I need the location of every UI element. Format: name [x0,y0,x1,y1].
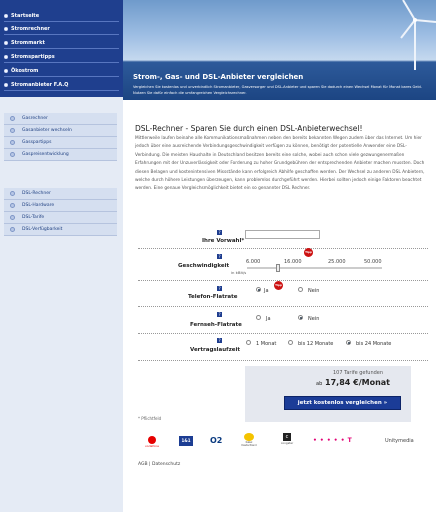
laufzeit-24-monate-label: bis 24 Monate [356,341,392,347]
sidebar-item-label: DSL-Verfügbarkeit [22,227,63,232]
nav-item-oekostrom[interactable] [4,65,119,77]
main-content [128,108,433,512]
footer-links [138,462,180,467]
bullet-icon [10,128,15,133]
speed-label: Geschwindigkeit [178,263,230,269]
vodafone-logo: vodafone [145,436,159,448]
speed-row [138,250,428,280]
laufzeit-24-monate-radio[interactable] [346,340,351,345]
sidebar-item-dsl-rechner[interactable] [4,188,117,200]
bullet-icon [10,215,15,220]
fernseh-row [138,312,428,332]
bullet-icon [10,203,15,208]
fernseh-ja-label: Ja [266,316,271,322]
sidebar-group-dsl [4,188,117,236]
sidebar-item-dsl-verfuegbarkeit[interactable] [4,224,117,236]
nav-label: Ökostrom [11,67,39,74]
sidebar-item-label: DSL-Rechner [22,191,51,196]
fernseh-nein-label: Nein [308,316,320,322]
nav-item-stromrechner[interactable] [4,23,119,35]
bullet-icon [4,83,8,87]
wind-turbine-image [393,0,436,70]
sidebar-item-dsl-tarife[interactable] [4,212,117,224]
laufzeit-12-monate-radio[interactable] [288,340,293,345]
sidebar-item-gasrechner[interactable] [4,113,117,125]
price-display: ab 17,84 €/Monat [316,378,390,387]
telefon-row [138,283,428,306]
congstar-logo: c congstar [280,434,294,445]
hero-description: Vergleichen Sie kostenlos und unverbindlich Stromanbieter, Gasversorger und DSL-Anbieter und sparen Sie dadurch einen Wechsel Monat für Monat bares Geld. Nutzen Sie dafür einfach die umfangreichen Vergleichsrechner. [133,85,422,95]
sidebar-group-gas [4,113,117,161]
speed-tick: 6.000 [246,259,261,265]
bullet-icon [4,55,8,59]
divider [138,360,428,361]
telefon-nein-radio[interactable] [298,287,303,292]
sidebar-item-gasspartipps[interactable] [4,137,117,149]
bullet-icon [10,191,15,196]
speed-tick: 25.000 [328,259,346,265]
speed-slider-track[interactable] [247,267,382,269]
laufzeit-row [138,338,428,358]
bullet-icon [4,27,8,31]
1und1-logo: 1&1 [179,436,193,446]
nav-label: Strommarkt [11,39,45,46]
tipp-badge: Tipp [274,281,283,290]
laufzeit-1-monat-label: 1 Monat [256,341,277,347]
sidebar-item-label: Gasrechner [22,116,48,121]
help-icon[interactable]: ? [218,312,221,317]
agb-link[interactable]: AGB [138,462,148,467]
tariffs-found: 107 Tarife gefunden [332,370,384,376]
result-box [245,366,411,422]
kabel-deutschland-logo: Kabel Deutschland [239,433,259,447]
o2-logo: O2 [210,436,223,445]
divider [138,248,428,249]
speed-slider-thumb[interactable] [276,264,280,272]
nav-label: Stromrechner [11,25,50,32]
nav-item-faq[interactable] [4,79,119,91]
hero-title: Strom-, Gas- und DSL-Anbieter vergleichen [133,73,304,81]
help-icon[interactable]: ? [218,230,221,235]
help-icon[interactable]: ? [218,254,221,259]
telekom-logo: • • • • • T [313,437,353,444]
provider-logos [135,433,425,463]
vorwahl-input[interactable] [245,230,320,239]
nav-item-startseite[interactable] [4,10,119,22]
speed-tick: 16.000 [284,259,302,265]
nav-label: Startseite [11,12,40,19]
bullet-icon [10,116,15,121]
bullet-icon [10,152,15,157]
divider [138,306,428,307]
telefon-ja-label: Ja [264,288,269,294]
sidebar-item-gaspreisentwicklung[interactable] [4,149,117,161]
bullet-icon [4,69,8,73]
fernseh-nein-radio[interactable] [298,315,303,320]
bullet-icon [4,14,8,18]
bullet-icon [10,140,15,145]
top-navigation [0,0,123,97]
nav-item-strommarkt[interactable] [4,37,119,49]
divider [138,280,428,281]
nav-label: Stromanbieter F.A.Q [11,81,69,88]
laufzeit-1-monat-radio[interactable] [246,340,251,345]
bullet-icon [4,41,8,45]
required-note: * Pflichtfeld [138,416,162,421]
nav-item-stromspartipps[interactable] [4,51,119,63]
sidebar-item-label: Gasanbieter wechseln [22,128,72,133]
sidebar-item-label: DSL-Hardware [22,203,55,208]
tipp-badge: Tipp [304,248,313,257]
datenschutz-link[interactable]: Datenschutz [151,462,181,467]
help-icon[interactable]: ? [218,338,221,343]
laufzeit-12-monate-label: bis 12 Monate [298,341,334,347]
laufzeit-label: Vertragslaufzeit [190,347,241,353]
vorwahl-row [138,230,428,250]
bullet-icon [10,227,15,232]
nav-label: Stromspartipps [11,53,55,60]
telefon-label: Telefon-Flatrate [188,294,238,300]
sidebar [0,97,123,512]
sidebar-item-label: Gaspreisentwicklung [22,152,69,157]
help-icon[interactable]: ? [218,286,221,291]
sidebar-item-label: Gasspartipps [22,140,52,145]
fernseh-label: Fernseh-Flatrate [190,322,242,328]
compare-button[interactable]: jetzt kostenlos vergleichen » [284,396,401,410]
vorwahl-label: Ihre Vorwahl* [202,238,245,244]
fernseh-ja-radio[interactable] [256,315,261,320]
sidebar-item-dsl-hardware[interactable] [4,200,117,212]
speed-unit: in kBit/s [231,270,247,275]
hero-banner [123,0,436,100]
telefon-ja-radio[interactable] [256,287,261,292]
sidebar-item-gasanbieter-wechseln[interactable] [4,125,117,137]
sidebar-item-label: DSL-Tarife [22,215,45,220]
footer-separator: | [149,462,151,467]
speed-tick: 50.000 [364,259,382,265]
intro-text: Mittlerweile laufen beinahe alle Kommunikationsmaßnahmen neben den bereits bekannten Wegen zudem über das Internet. Um hier jedoch über eine ausreichende Verbindungsgeschwindigkeit verfügen zu können, benötigt der potentielle Anwender eine DSL-Verbindung. Die meisten Haushalte in Deutschland besitzen bereits eine solche, wobei auch schon viele gezwungenermaßen Erfahrungen mit der Unzuverlässigkeit oder Forderung zu hoher Grundgebühren der entsprechenden Anbieter machen mussten. Doch diesen Belagen und kostenintensiven Missstände kann erfolgreich Abhilfe geschaffen werden. Der Wechsel zu anderen DSL Anbietern, welche durch höhere Leistungen überzeugen, kann problemlos durchgeführt werden. Hierbei sollten jedoch einige Faktoren beachtet werden. Eine genaue Vergleichsmöglichkeit bietet ein so genannter DSL Rechner. [135,136,425,192]
unitymedia-logo: Unitymedia [385,438,414,444]
telefon-nein-label: Nein [308,288,320,294]
divider [138,333,428,334]
page-title: DSL-Rechner - Sparen Sie durch einen DSL-Anbieterwechsel! [135,124,363,133]
